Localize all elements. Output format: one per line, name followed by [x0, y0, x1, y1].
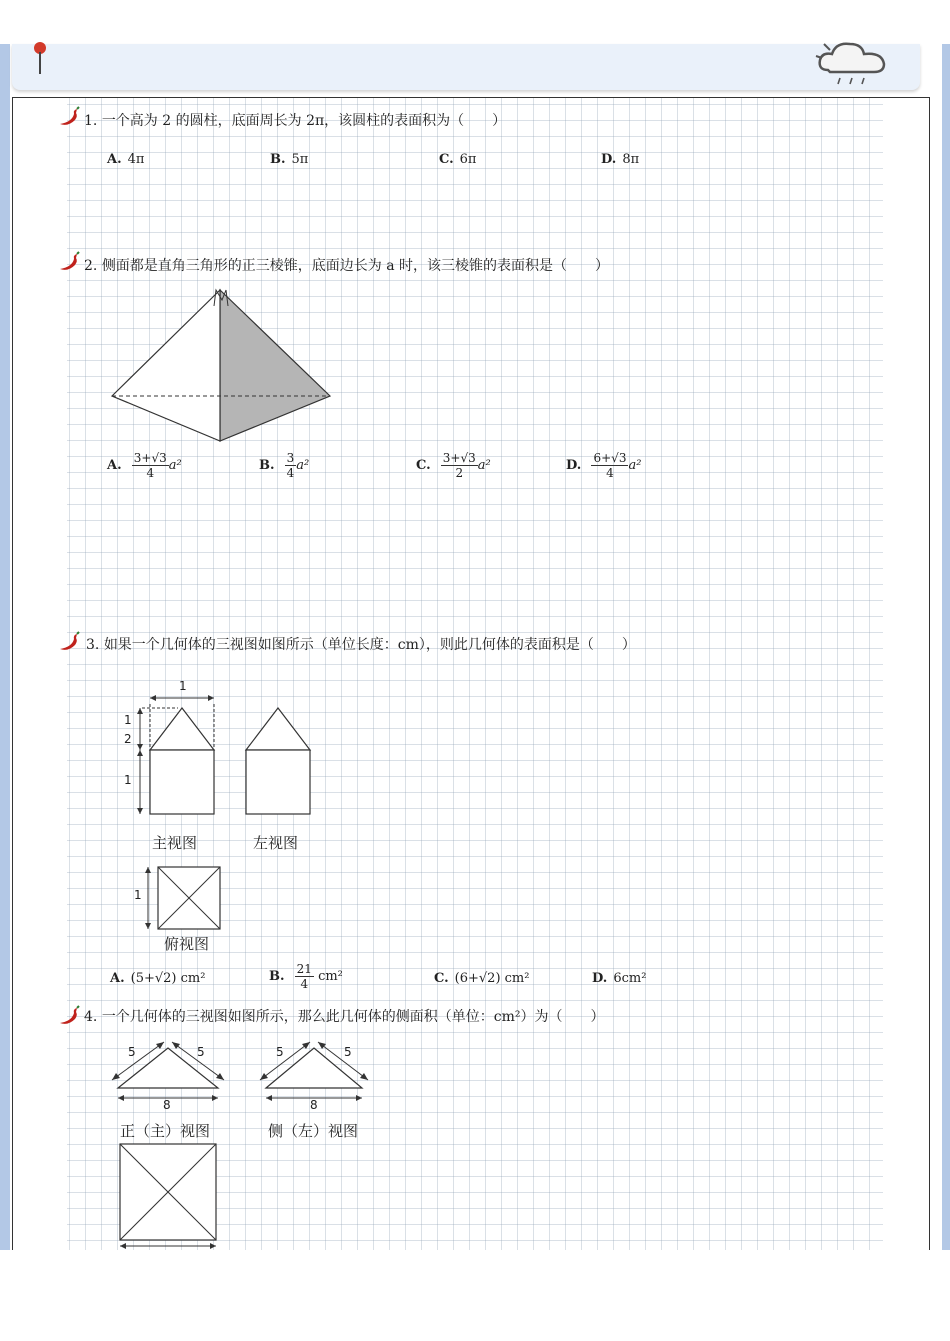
rain-cloud-icon[interactable]	[812, 36, 892, 88]
chili-pepper-icon	[58, 107, 80, 127]
q1-option-a[interactable]	[107, 152, 144, 167]
question-number: 4.	[84, 1009, 98, 1025]
fraction	[285, 451, 297, 480]
denominator: 4	[606, 466, 614, 480]
option-value: (6+√2) cm²	[454, 971, 530, 986]
option-value: 4π	[127, 152, 145, 167]
option-tail: a²	[168, 458, 182, 473]
sheet-margin-right	[883, 98, 929, 1250]
q3-option-c[interactable]	[434, 971, 529, 986]
front-view-label: 主视图	[152, 834, 198, 852]
denominator: 4	[286, 466, 295, 480]
q2-option-c[interactable]	[416, 451, 491, 480]
top-view-label: 俯视图	[164, 935, 210, 953]
q4-top-view-figure	[116, 1142, 220, 1250]
question-number: 1.	[84, 113, 98, 129]
fraction	[295, 962, 314, 991]
numerator: 3+√3	[133, 451, 167, 465]
dimension-label: 1	[124, 713, 132, 727]
dimension-label: 8	[163, 1098, 171, 1112]
option-letter: D.	[601, 152, 617, 167]
option-value: 5π	[291, 152, 309, 167]
option-letter: D.	[566, 458, 582, 473]
question-4-stem	[84, 1006, 605, 1026]
option-letter: C.	[439, 152, 454, 167]
q4-side-view-label: 侧（左）视图	[268, 1122, 359, 1140]
front-view-figure	[118, 690, 228, 820]
chili-pepper-icon	[58, 632, 80, 652]
left-view-label: 左视图	[253, 834, 299, 852]
q1-option-d[interactable]	[601, 152, 639, 167]
left-view-figure	[244, 704, 314, 820]
numerator: 3+√3	[442, 451, 476, 465]
question-text: 一个高为 2 的圆柱，底面周长为 2π，该圆柱的表面积为（ ）	[101, 113, 507, 129]
question-text: 侧面都是直角三角形的正三棱锥，底面边长为 a 时，该三棱锥的表面积是（ ）	[101, 258, 610, 274]
q4-front-view-label: 正（主）视图	[120, 1122, 211, 1140]
option-tail: a²	[628, 458, 642, 473]
right-edge-bar	[942, 44, 950, 1250]
dimension-label: 2	[124, 732, 132, 746]
option-letter: A.	[107, 152, 122, 167]
question-text: 如果一个几何体的三视图如图所示（单位长度：cm），则此几何体的表面积是（ ）	[103, 637, 636, 653]
option-letter: A.	[110, 971, 125, 986]
pyramid-figure	[110, 286, 334, 446]
q2-option-a[interactable]	[107, 451, 182, 480]
option-letter: B.	[259, 458, 275, 473]
option-letter: B.	[269, 969, 285, 984]
question-text: 一个几何体的三视图如图所示，那么此几何体的侧面积（单位：cm²）为（ ）	[101, 1009, 605, 1025]
option-letter: D.	[592, 971, 608, 986]
option-tail: a²	[477, 458, 491, 473]
q3-option-d[interactable]	[592, 971, 646, 986]
q1-option-c[interactable]	[439, 152, 476, 167]
option-letter: A.	[107, 458, 122, 473]
q4-side-view-figure	[256, 1040, 374, 1104]
question-number: 2.	[84, 258, 98, 274]
numerator: 3	[286, 451, 295, 465]
q3-option-a[interactable]	[110, 971, 205, 986]
fraction	[441, 451, 478, 480]
top-view-figure	[140, 864, 224, 934]
denominator: 4	[146, 466, 155, 480]
denominator: 2	[455, 466, 464, 480]
pushpin-icon[interactable]	[26, 44, 56, 76]
option-tail: a²	[296, 458, 310, 473]
numerator: 21	[296, 962, 312, 976]
fraction	[132, 451, 169, 480]
option-letter: B.	[270, 152, 286, 167]
dimension-label: 8	[310, 1098, 318, 1112]
chili-pepper-icon	[58, 252, 80, 272]
option-letter: C.	[434, 971, 449, 986]
option-tail: cm²	[318, 969, 343, 984]
dimension-label: 5	[128, 1045, 136, 1059]
dimension-label: 1	[124, 773, 132, 787]
dimension-label: 5	[276, 1045, 284, 1059]
denominator: 4	[300, 977, 309, 991]
fraction	[591, 451, 628, 480]
left-edge-bar	[0, 44, 10, 1250]
q2-option-b[interactable]	[259, 451, 309, 480]
option-letter: C.	[416, 458, 431, 473]
option-value: 8π	[622, 152, 640, 167]
dimension-label: 5	[197, 1045, 205, 1059]
question-2-stem	[84, 255, 609, 275]
dimension-label: 1	[179, 679, 187, 693]
question-1-stem	[84, 110, 506, 130]
option-value: 6cm²	[613, 971, 647, 986]
q2-option-d[interactable]	[566, 451, 641, 480]
question-number: 3.	[86, 637, 100, 653]
dimension-label: 5	[344, 1045, 352, 1059]
q3-option-b[interactable]	[269, 962, 343, 991]
numerator: 6+√3	[593, 451, 627, 465]
dimension-label: 1	[134, 888, 142, 902]
option-value: (5+√2) cm²	[130, 971, 206, 986]
q1-option-b[interactable]	[270, 152, 308, 167]
option-value: 6π	[459, 152, 477, 167]
chili-pepper-icon	[58, 1006, 80, 1026]
header-card	[12, 44, 920, 90]
question-3-stem	[86, 634, 636, 654]
